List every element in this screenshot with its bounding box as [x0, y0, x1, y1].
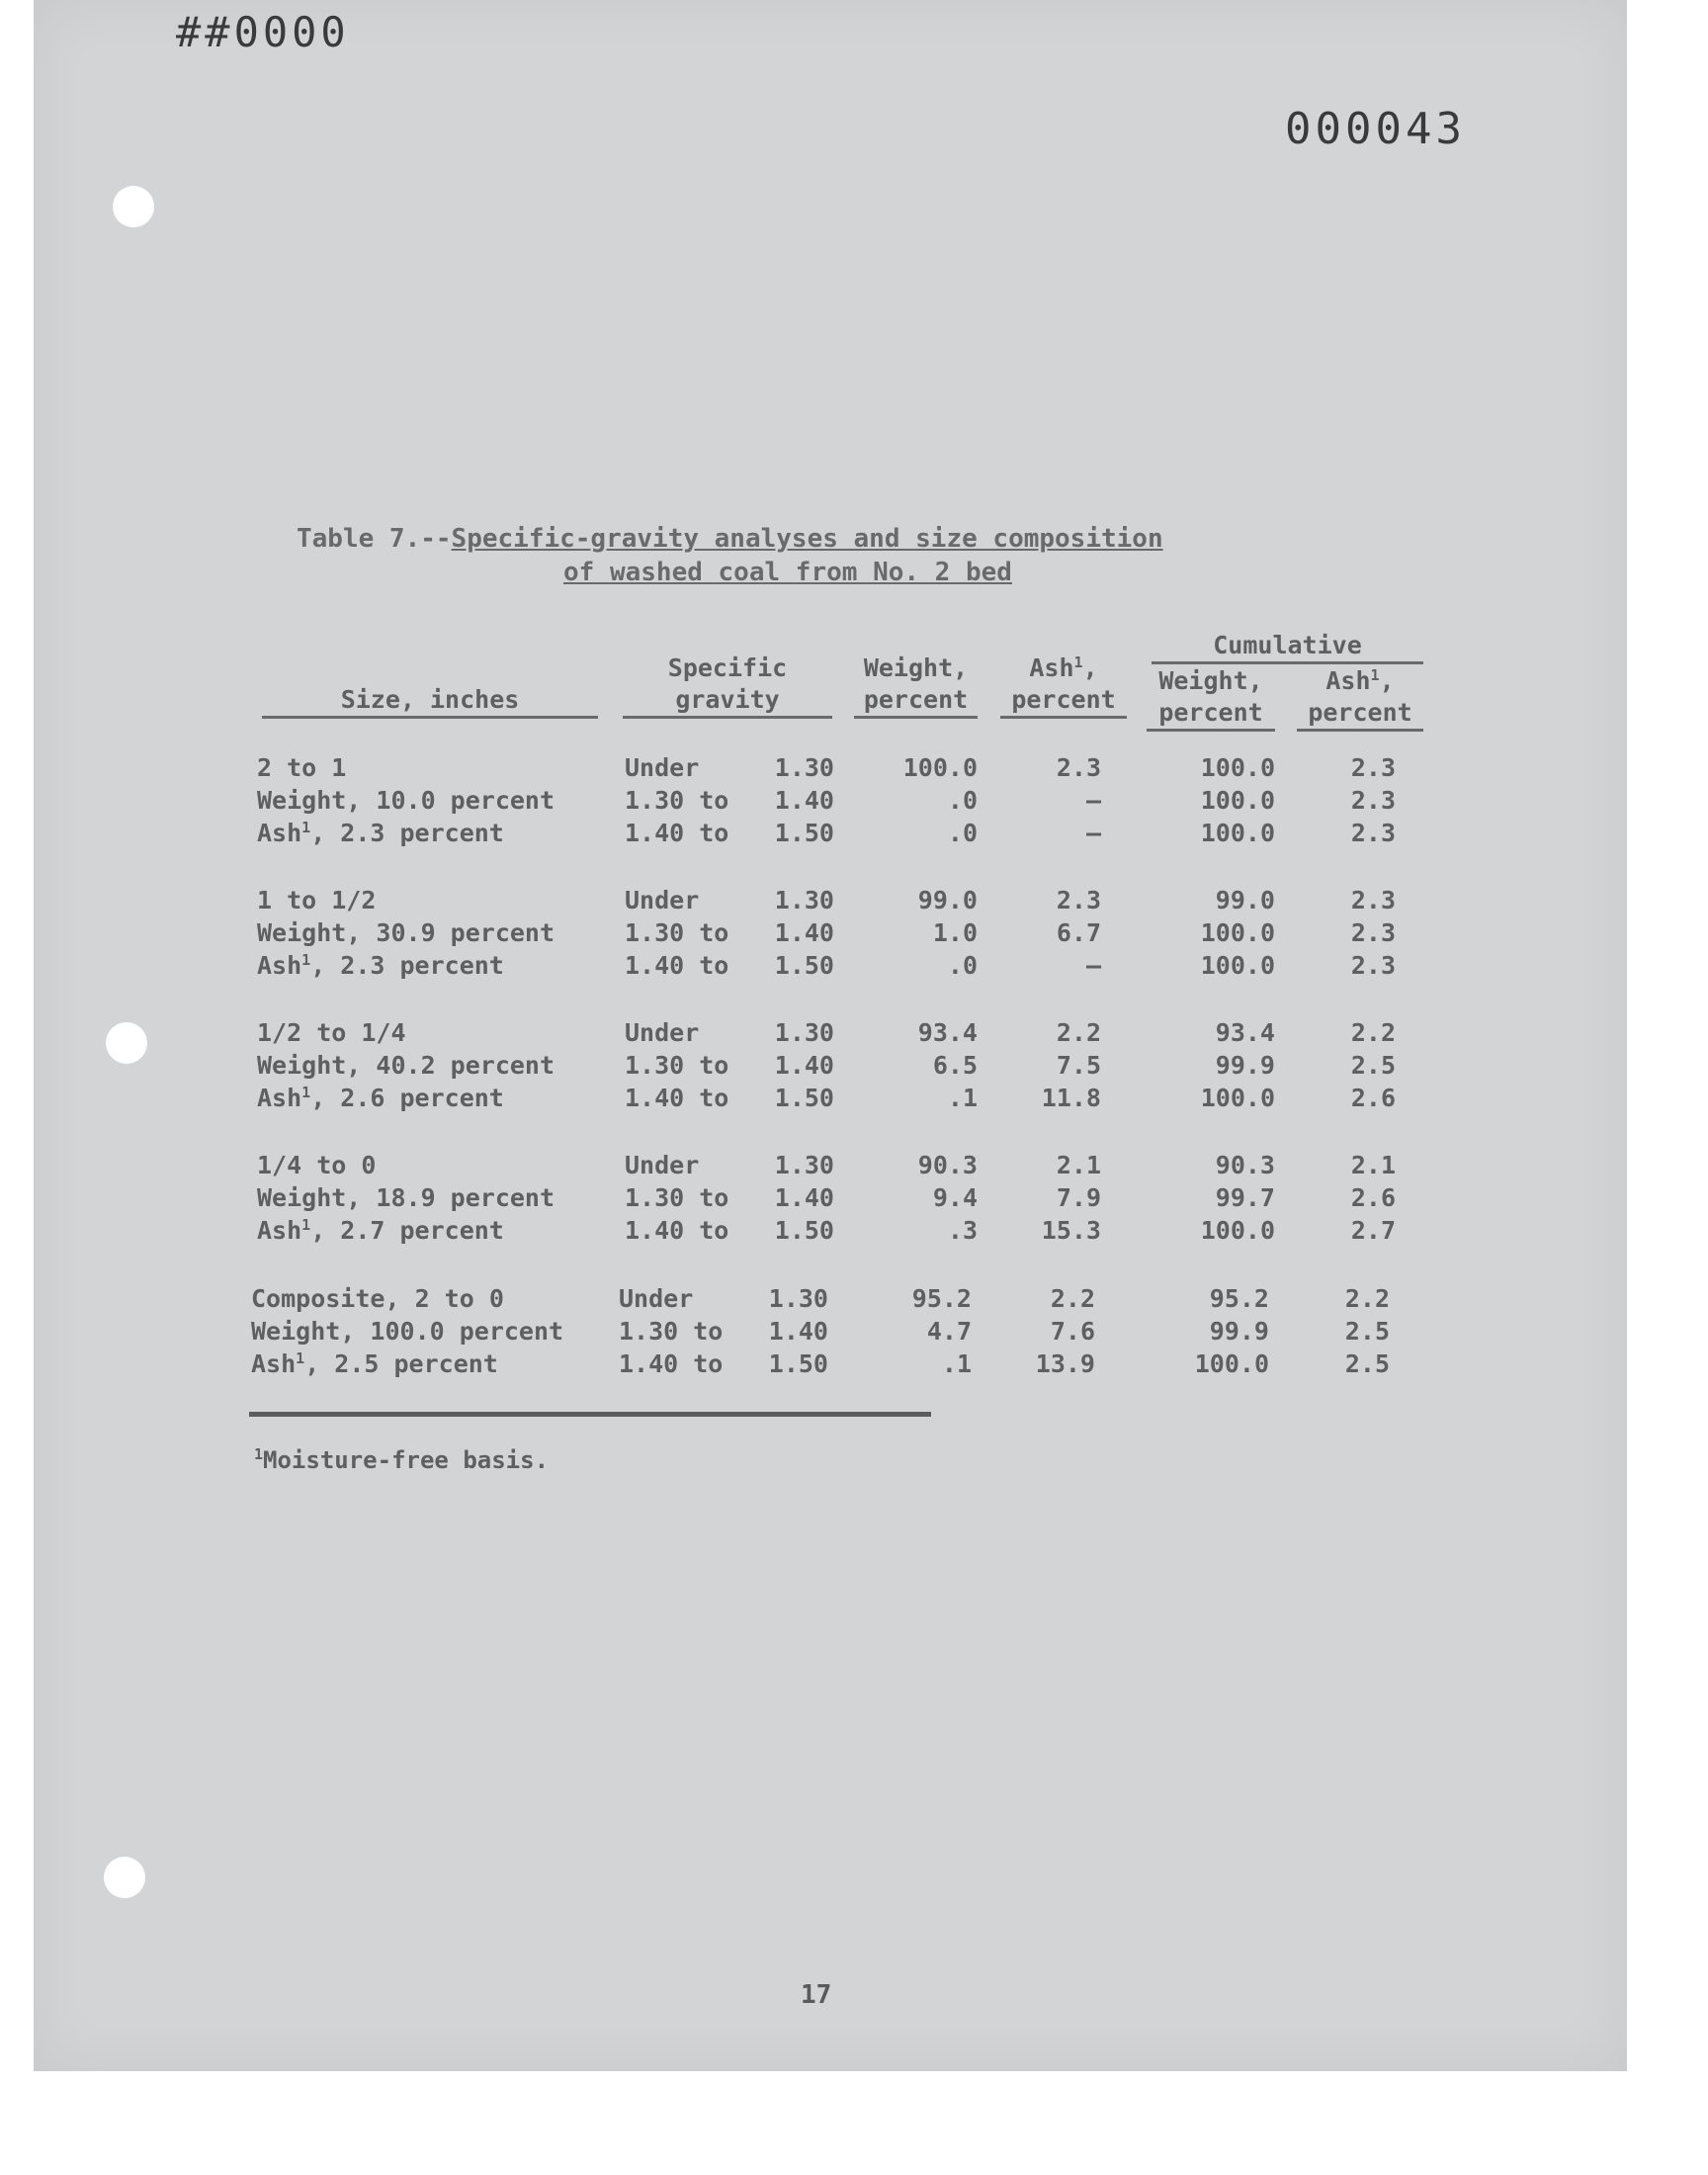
- sg-from: 1.40 to: [625, 1216, 729, 1245]
- table-row: [251, 1282, 1437, 1315]
- ash-summary: [257, 1214, 504, 1247]
- cumulative-header: Cumulative: [1152, 631, 1423, 664]
- weight-summary: Weight, 10.0 percent: [257, 786, 555, 815]
- cum-ash-cell: 2.3: [1350, 786, 1396, 815]
- sg-from: Under: [619, 1284, 694, 1313]
- footnote-marker: 1: [301, 951, 311, 969]
- table-group-quarter-to-0: [257, 1149, 1443, 1247]
- ash-summary-rest: , 2.5 percent: [304, 1349, 498, 1378]
- weight-summary: Weight, 100.0 percent: [251, 1317, 564, 1346]
- ash-summary-rest: , 2.7 percent: [310, 1216, 504, 1245]
- cum-ash-cell: 2.5: [1350, 1051, 1396, 1080]
- cum-ash-cell: 2.2: [1344, 1284, 1390, 1313]
- cum-weight-cell: 100.0: [1200, 1084, 1275, 1112]
- table-row: [251, 1315, 1437, 1348]
- ash-summary: [257, 1082, 504, 1114]
- cum-weight-cell: 99.9: [1215, 1051, 1275, 1080]
- stamp-top-left: ##0000: [176, 8, 350, 56]
- cum-weight-cell: 100.0: [1200, 1216, 1275, 1245]
- size-label: 1/4 to 0: [257, 1151, 377, 1179]
- sg-from: Under: [625, 1018, 700, 1047]
- table-row: [257, 1181, 1443, 1214]
- weight-summary: Weight, 40.2 percent: [257, 1051, 555, 1080]
- sg-from: 1.30 to: [625, 918, 729, 947]
- col-header-cum-ash: [1297, 665, 1423, 732]
- cum-weight-cell: 93.4: [1215, 1018, 1275, 1047]
- sg-from: 1.40 to: [625, 1084, 729, 1112]
- ash-cell: 2.1: [1056, 1151, 1101, 1179]
- ash-cell: 13.9: [1035, 1349, 1095, 1378]
- sg-from: 1.30 to: [625, 786, 729, 815]
- sg-to: 1.40: [774, 786, 834, 815]
- footnote-text: Moisture-free basis.: [263, 1446, 550, 1474]
- ash-cell: 6.7: [1056, 918, 1101, 947]
- sg-from: 1.30 to: [625, 1051, 729, 1080]
- table-row: [257, 817, 1443, 849]
- sg-to: 1.50: [768, 1349, 828, 1378]
- ash-cell: 7.5: [1056, 1051, 1101, 1080]
- ash-cell: —: [1085, 951, 1101, 980]
- sg-to: 1.30: [774, 1018, 834, 1047]
- cum-ash-cell: 2.3: [1350, 819, 1396, 847]
- weight-cell: .0: [947, 786, 978, 815]
- cum-ash-cell: 2.6: [1350, 1183, 1396, 1212]
- sg-to: 1.40: [774, 1051, 834, 1080]
- ash-summary: [251, 1348, 498, 1380]
- table-title-line1: Specific-gravity analyses and size composition: [451, 524, 1163, 554]
- sg-from: 1.40 to: [619, 1349, 724, 1378]
- cum-ash-cell: 2.3: [1350, 753, 1396, 782]
- ash-summary-rest: , 2.3 percent: [310, 951, 504, 980]
- table-title: [297, 522, 1285, 589]
- ash-cell: 7.9: [1056, 1183, 1101, 1212]
- col-header-weight: [854, 652, 978, 719]
- sg-to: 1.30: [774, 753, 834, 782]
- cum-ash-cell: 2.3: [1350, 918, 1396, 947]
- size-label: 2 to 1: [257, 753, 347, 782]
- cum-ash-cell: 2.2: [1350, 1018, 1396, 1047]
- footnote-marker: 1: [301, 1084, 311, 1101]
- table-row: [257, 884, 1443, 916]
- ash-summary-prefix: Ash: [257, 1084, 302, 1112]
- col-header-cum-ash-word: Ash: [1325, 666, 1371, 695]
- table-row: [257, 751, 1443, 784]
- cum-weight-cell: 99.9: [1209, 1317, 1269, 1346]
- col-header-cum-weight-bottom: percent: [1147, 697, 1275, 732]
- ash-cell: 11.8: [1041, 1084, 1101, 1112]
- table-row: [257, 1016, 1443, 1049]
- table-group-1-to-half: [257, 884, 1443, 982]
- ash-cell: 7.6: [1050, 1317, 1095, 1346]
- table-group-2-to-1: [257, 751, 1443, 849]
- col-header-cum-ash-bottom: percent: [1297, 697, 1423, 732]
- ash-summary: [257, 817, 504, 849]
- weight-summary: Weight, 18.9 percent: [257, 1183, 555, 1212]
- cum-weight-cell: 95.2: [1209, 1284, 1269, 1313]
- ash-summary-prefix: Ash: [257, 819, 302, 847]
- weight-cell: 99.0: [917, 886, 978, 914]
- footnote-marker: 1: [1073, 653, 1083, 671]
- col-header-ash-top: [1029, 653, 1097, 682]
- sg-to: 1.50: [774, 1084, 834, 1112]
- table-row: [257, 784, 1443, 817]
- cum-ash-cell: 2.3: [1350, 886, 1396, 914]
- size-label: Composite, 2 to 0: [251, 1284, 504, 1313]
- table-title-label: Table 7.--: [297, 524, 452, 554]
- sg-to: 1.40: [774, 918, 834, 947]
- sg-from: Under: [625, 1151, 700, 1179]
- col-header-ash-word: Ash: [1029, 653, 1074, 682]
- ash-cell: 15.3: [1041, 1216, 1101, 1245]
- footnote-marker: 1: [254, 1445, 264, 1463]
- sg-to: 1.30: [768, 1284, 828, 1313]
- footnote-marker: 1: [301, 819, 311, 836]
- table-row: [257, 949, 1443, 982]
- ash-cell: 2.3: [1056, 886, 1101, 914]
- table-row: [257, 1214, 1443, 1247]
- col-header-sg-bottom: gravity: [623, 684, 832, 719]
- ash-summary-prefix: Ash: [257, 951, 302, 980]
- cum-ash-cell: 2.5: [1344, 1317, 1390, 1346]
- footnote-marker: 1: [296, 1349, 305, 1367]
- punch-hole: [104, 1857, 145, 1898]
- ash-summary-rest: , 2.3 percent: [310, 819, 504, 847]
- sg-to: 1.40: [774, 1183, 834, 1212]
- punch-hole: [106, 1022, 147, 1064]
- col-header-weight-bottom: percent: [854, 684, 978, 719]
- cum-weight-cell: 90.3: [1215, 1151, 1275, 1179]
- weight-cell: 1.0: [932, 918, 978, 947]
- ash-cell: —: [1085, 819, 1101, 847]
- weight-cell: 90.3: [917, 1151, 978, 1179]
- stamp-page-id: 000043: [1285, 104, 1466, 154]
- weight-cell: 95.2: [911, 1284, 972, 1313]
- cum-weight-cell: 100.0: [1194, 1349, 1269, 1378]
- weight-cell: .0: [947, 819, 978, 847]
- weight-cell: 93.4: [917, 1018, 978, 1047]
- sg-to: 1.50: [774, 819, 834, 847]
- weight-cell: 100.0: [902, 753, 978, 782]
- table-title-line2: of washed coal from No. 2 bed: [563, 558, 1012, 587]
- ash-summary: [257, 949, 504, 982]
- weight-cell: .0: [947, 951, 978, 980]
- sg-from: 1.30 to: [625, 1183, 729, 1212]
- cum-ash-cell: 2.5: [1344, 1349, 1390, 1378]
- page-number: 17: [801, 1980, 832, 2010]
- table-group-composite: [251, 1282, 1437, 1380]
- cum-weight-cell: 99.0: [1215, 886, 1275, 914]
- sg-from: Under: [625, 886, 700, 914]
- cum-weight-cell: 100.0: [1200, 753, 1275, 782]
- weight-cell: .1: [941, 1349, 972, 1378]
- ash-cell: —: [1085, 786, 1101, 815]
- cum-ash-cell: 2.1: [1350, 1151, 1396, 1179]
- ash-cell: 2.2: [1050, 1284, 1095, 1313]
- table-row: [251, 1348, 1437, 1380]
- sg-from: Under: [625, 753, 700, 782]
- weight-cell: 9.4: [932, 1183, 978, 1212]
- cum-weight-cell: 100.0: [1200, 819, 1275, 847]
- col-header-cum-ash-top: [1325, 666, 1394, 695]
- table-bottom-rule: [249, 1412, 931, 1417]
- cum-weight-cell: 99.7: [1215, 1183, 1275, 1212]
- col-header-ash: [1000, 652, 1127, 719]
- table-row: [257, 916, 1443, 949]
- col-header-cum-weight-top: Weight,: [1158, 666, 1263, 695]
- sg-to: 1.30: [774, 1151, 834, 1179]
- weight-cell: 4.7: [926, 1317, 972, 1346]
- ash-cell: 2.2: [1056, 1018, 1101, 1047]
- col-header-cum-weight: [1147, 665, 1275, 732]
- table-row: [257, 1082, 1443, 1114]
- col-header-ash-comma: ,: [1082, 653, 1098, 682]
- footnote: [254, 1446, 549, 1474]
- size-label: 1/2 to 1/4: [257, 1018, 406, 1047]
- sg-from: 1.30 to: [619, 1317, 724, 1346]
- table-row: [257, 1149, 1443, 1181]
- weight-summary: Weight, 30.9 percent: [257, 918, 555, 947]
- punch-hole: [113, 186, 154, 227]
- sg-from: 1.40 to: [625, 951, 729, 980]
- ash-summary-prefix: Ash: [257, 1216, 302, 1245]
- col-header-specific-gravity: [623, 652, 832, 719]
- weight-cell: 6.5: [932, 1051, 978, 1080]
- size-label: 1 to 1/2: [257, 886, 377, 914]
- ash-cell: 2.3: [1056, 753, 1101, 782]
- sg-to: 1.50: [774, 951, 834, 980]
- sg-to: 1.40: [768, 1317, 828, 1346]
- cum-ash-cell: 2.3: [1350, 951, 1396, 980]
- col-header-weight-top: Weight,: [863, 653, 969, 682]
- sg-from: 1.40 to: [625, 819, 729, 847]
- weight-cell: .1: [947, 1084, 978, 1112]
- col-header-size: [262, 684, 598, 719]
- col-header-sg-top: Specific: [667, 653, 788, 682]
- cum-weight-cell: 100.0: [1200, 951, 1275, 980]
- cum-ash-cell: 2.7: [1350, 1216, 1396, 1245]
- footnote-marker: 1: [1370, 666, 1380, 684]
- col-header-cum-ash-comma: ,: [1379, 666, 1395, 695]
- table-row: [257, 1049, 1443, 1082]
- sg-to: 1.50: [774, 1216, 834, 1245]
- ash-summary-rest: , 2.6 percent: [310, 1084, 504, 1112]
- cum-weight-cell: 100.0: [1200, 786, 1275, 815]
- table-group-half-to-quarter: [257, 1016, 1443, 1114]
- cum-weight-cell: 100.0: [1200, 918, 1275, 947]
- footnote-marker: 1: [301, 1216, 311, 1234]
- weight-cell: .3: [947, 1216, 978, 1245]
- sg-to: 1.30: [774, 886, 834, 914]
- ash-summary-prefix: Ash: [251, 1349, 297, 1378]
- col-header-ash-bottom: percent: [1000, 684, 1127, 719]
- col-header-size-label: Size, inches: [262, 684, 598, 719]
- cum-ash-cell: 2.6: [1350, 1084, 1396, 1112]
